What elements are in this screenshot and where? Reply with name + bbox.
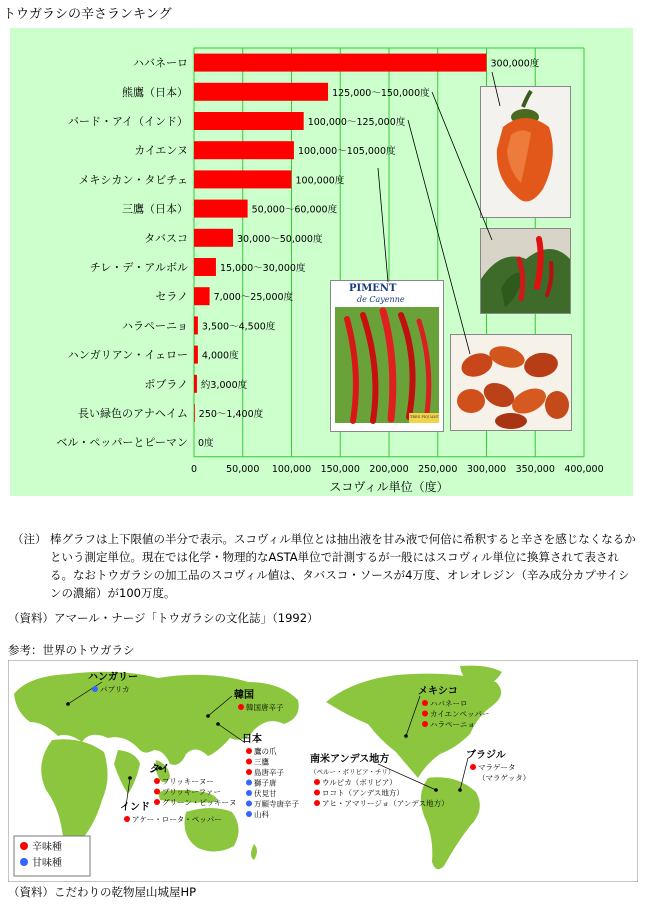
source-note-2: （資料）こだわりの乾物屋山城屋HP [8, 885, 197, 899]
map-variety-label: 三鷹 [254, 757, 269, 767]
category-label: タバスコ [144, 231, 188, 245]
map-pointer-dot [458, 788, 462, 792]
dried-chili-photo [450, 334, 572, 431]
hot-variety-dot [314, 790, 320, 796]
map-region-name: ブラジル [466, 750, 506, 761]
value-label: 7,000～25,000度 [213, 292, 294, 304]
hot-variety-dot [124, 816, 130, 822]
sweet-variety-dot [246, 801, 252, 807]
value-label: 50,000～60,000度 [251, 204, 338, 216]
hot-variety-dot [154, 799, 160, 805]
map-variety-label: 島唐辛子 [254, 768, 284, 777]
map-pointer-dot [404, 734, 408, 738]
note-label: （注） [12, 532, 47, 546]
bar [194, 170, 292, 188]
value-label: 15,000～30,000度 [219, 263, 306, 274]
value-label: 250～1,400度 [198, 409, 264, 420]
map-variety-label: 万願寺唐辛子 [254, 799, 299, 809]
bar [194, 404, 195, 422]
bar [194, 83, 328, 101]
map-region-name: 日本 [242, 734, 262, 745]
map-variety-label: カイエンペッパー [430, 709, 490, 719]
category-label: 長い緑色のアナヘイム [78, 407, 188, 420]
category-label: 熊鷹（日本） [122, 85, 188, 99]
x-tick-label: 100,000 [271, 463, 312, 475]
map-variety-label: アヒ・アマリージョ（アンデス地方） [322, 799, 449, 808]
value-label: 300,000度 [490, 58, 540, 70]
hot-variety-dot [246, 748, 252, 754]
map-variety-label: 韓国唐辛子 [246, 703, 284, 712]
packet-title: PIMENT [349, 283, 397, 294]
map-variety-label: ハラペーニョ [430, 720, 475, 729]
packet-subtitle: de Cayenne [357, 295, 405, 304]
category-label: ポブラノ [144, 377, 188, 391]
hot-variety-dot [422, 700, 428, 706]
cayenne-packet-photo [330, 280, 444, 432]
map-region-name: 韓国 [234, 690, 254, 701]
page-title: トウガラシの辛さランキング [3, 7, 172, 22]
bar [194, 375, 197, 393]
x-tick-label: 0 [190, 463, 198, 475]
map-variety-label: グリーン・ピッキーヌ [162, 798, 237, 807]
map-region-name: メキシコ [418, 686, 458, 697]
sweet-variety-dot [246, 780, 252, 786]
map-variety-label: アケー・ロータ・ペッパー [132, 815, 222, 824]
sweet-variety-dot [92, 686, 98, 692]
x-axis-label: スコヴィル単位（度） [329, 479, 449, 494]
category-label: ハラペーニョ [122, 319, 188, 333]
hot-variety-dot [154, 778, 160, 784]
sweet-variety-dot [246, 790, 252, 796]
map-region-subtitle: （ペルー・ボリビア・チリ） [310, 768, 395, 776]
value-label: 30,000～50,000度 [237, 233, 323, 245]
hot-variety-dot [238, 704, 244, 710]
map-variety-label: 獅子唐 [254, 778, 277, 788]
map-legend-label: 甘味種 [32, 858, 62, 869]
note-text: 棒グラフは上下限値の半分で表示。スコヴィル単位とは抽出液を甘み液で何倍に希釈すると辛さを感じなくなるかという測定単位。現在では化学・物理的なASTA単位で計測するが一般にはスコヴィル単位に換算されて表される。なおトウガラシの加工品のスコヴィル値は、タバスコ・ソースが4万度、オレオレジン（辛み成分カプサイシンの濃縮）が100万度。 [50, 532, 636, 600]
x-tick-label: 300,000 [466, 463, 507, 475]
bird-eye-photo [480, 228, 571, 314]
source-note-1: （資料）アマール・ナージ「トウガラシの文化誌」（1992） [8, 611, 319, 625]
bar [194, 287, 210, 305]
map-variety-label: （マラゲッタ） [478, 773, 531, 783]
map-pointer-dot [216, 722, 220, 726]
habanero-photo [480, 86, 571, 218]
hot-variety-dot [422, 711, 428, 717]
map-region-name: タイ [150, 764, 170, 775]
map-region-name: インド [120, 802, 150, 813]
map-variety-label: 伏見甘 [254, 789, 277, 798]
legend-sweet-dot [20, 858, 28, 866]
map-variety-label: ウルピカ（ボリビア） [322, 778, 397, 787]
map-variety-label: ロコト（アンデス地方） [322, 788, 404, 798]
x-tick-label: 350,000 [515, 463, 555, 475]
map-variety-label: 山科 [254, 810, 269, 819]
map-legend-label: 辛味種 [32, 842, 62, 853]
legend-hot-dot [20, 842, 28, 850]
value-label: 100,000～105,000度 [297, 146, 396, 158]
hot-variety-dot [422, 721, 428, 727]
map-region-name: ハンガリー [88, 672, 138, 683]
hot-variety-dot [246, 759, 252, 765]
category-label: ハバネーロ [133, 56, 188, 70]
bar [194, 316, 198, 334]
bar [194, 112, 304, 130]
category-label: 三鷹（日本） [122, 202, 188, 216]
x-tick-label: 250,000 [418, 463, 458, 475]
hot-variety-dot [314, 779, 320, 785]
value-label: 約3,000度 [200, 379, 248, 391]
bar [194, 200, 248, 218]
hot-variety-dot [246, 769, 252, 775]
category-label: バード・アイ（インド） [67, 115, 188, 128]
reference-title: 参考：世界のトウガラシ [8, 643, 135, 657]
category-label: カイエンヌ [134, 144, 188, 158]
sweet-variety-dot [246, 811, 252, 817]
category-label: チレ・デ・アルボル [89, 261, 188, 274]
value-label: 125,000～150,000度 [332, 87, 430, 99]
map-pointer-dot [66, 702, 70, 706]
bar [194, 141, 294, 159]
bar [194, 258, 216, 276]
category-label: セラノ [155, 290, 188, 304]
x-tick-label: 200,000 [369, 463, 409, 475]
value-label: 100,000～125,000度 [307, 117, 406, 128]
x-tick-label: 400,000 [564, 463, 604, 475]
map-variety-label: マラゲータ [478, 763, 516, 772]
value-label: 0度 [198, 438, 214, 450]
packet-tag: TRES PIQUANT [410, 415, 440, 419]
hot-variety-dot [470, 764, 476, 770]
map-variety-label: パプリカ [100, 685, 130, 694]
value-label: 4,000度 [201, 350, 239, 362]
value-label: 3,500～4,500度 [201, 321, 276, 333]
category-label: メキシカン・タビチェ [78, 173, 188, 187]
chart-note [12, 530, 640, 602]
bar [194, 346, 198, 364]
map-pointer-dot [206, 714, 210, 718]
map-pointer-dot [434, 788, 438, 792]
map-variety-label: プリッキーファー [162, 787, 221, 797]
map-variety-label: ハバネーロ [430, 699, 468, 708]
map-pointer-dot [128, 776, 132, 780]
map-region-name: 南米アンデス地方 [310, 754, 390, 765]
category-label: ハンガリアン・イェロー [67, 348, 188, 362]
bar [194, 229, 233, 247]
hot-variety-dot [314, 800, 320, 806]
x-tick-label: 150,000 [320, 463, 360, 475]
hot-variety-dot [154, 789, 160, 795]
x-tick-label: 50,000 [226, 463, 260, 475]
map-variety-label: 鷹の爪 [254, 747, 277, 756]
category-label: ベル・ペッパーとピーマン [56, 436, 188, 450]
bar [194, 54, 487, 72]
map-variety-label: プリッキーヌー [162, 777, 214, 786]
world-map [8, 660, 638, 882]
value-label: 100,000度 [295, 175, 345, 187]
